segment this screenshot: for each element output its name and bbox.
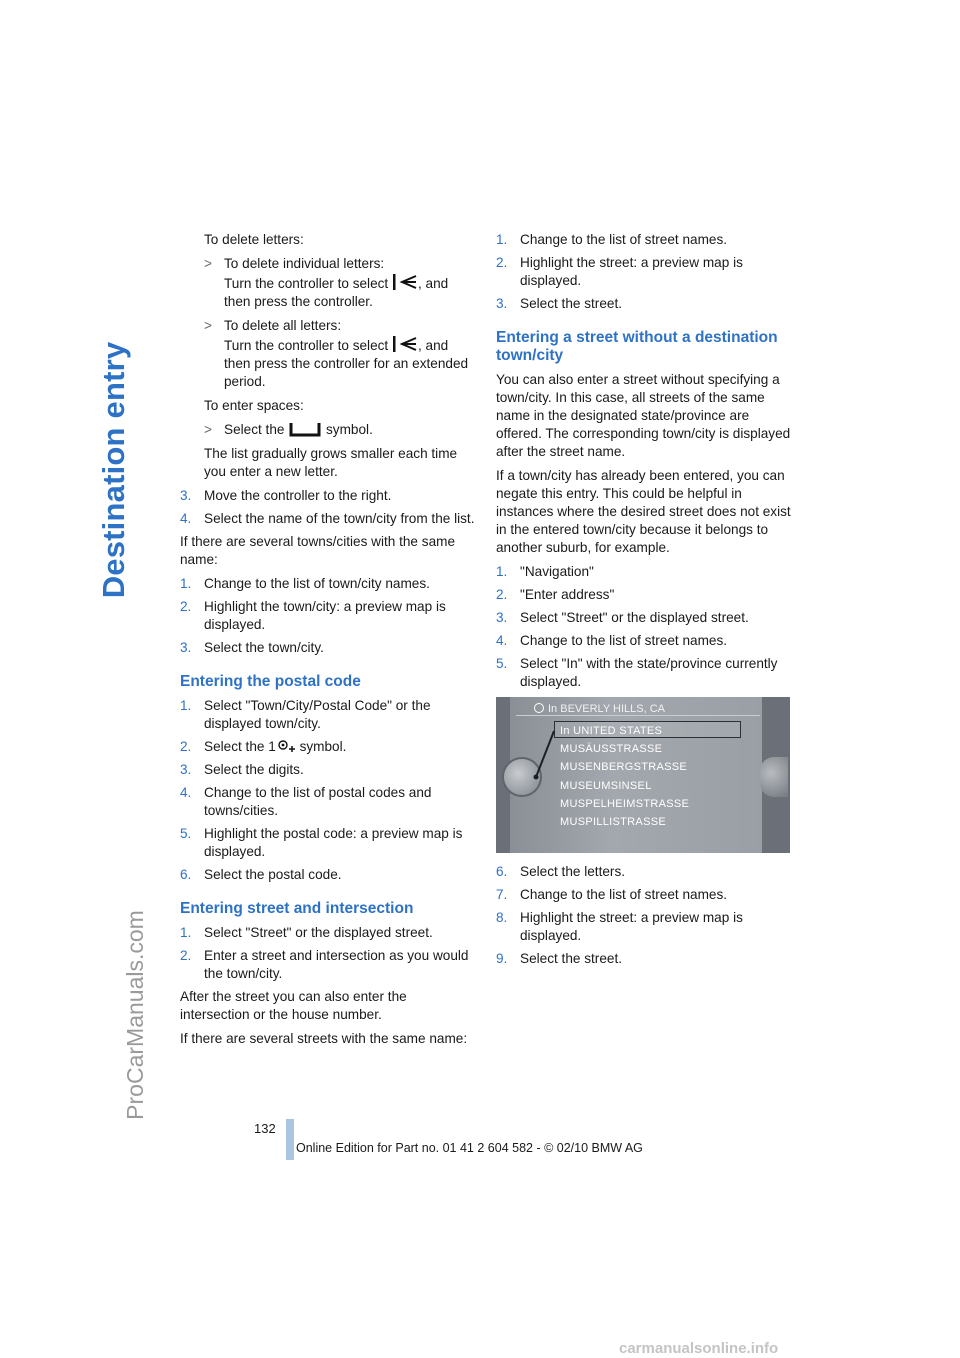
bullet-delete-single: > To delete individual letters: Turn the controller to select , and then press the controller. <box>204 256 449 309</box>
no-dest-paragraph-2: If a town/city has already been entered, you can negate this entry. This could be helpful in instances where the desired street does not exist in the entered town/city because it belongs to another suburb, for example. <box>496 468 791 555</box>
list-item: 5. Select "In" with the state/province currently displayed. <box>496 656 778 689</box>
list-item: 6. Select the postal code. <box>180 867 342 882</box>
screen-list-item: MUSPILLISTRASSE <box>560 816 666 829</box>
backspace-arrow-icon <box>392 273 418 291</box>
list-item: 3. Select the street. <box>496 296 623 311</box>
footer-watermark: carmanualsonline.info <box>619 1340 779 1357</box>
screen-list <box>560 722 689 831</box>
list-item: 9. Select the street. <box>496 951 623 966</box>
page-number: 132 <box>254 1121 276 1136</box>
delete-letters-heading: To delete letters: <box>204 232 304 247</box>
idrive-screen-photo <box>496 697 790 853</box>
no-dest-paragraph-1: You can also enter a street without specifying a town/city. In this case, all streets of the same name in the designated state/province are offered. The corresponding town/city is displayed after the street name. <box>496 372 791 459</box>
list-item: 2. Highlight the town/city: a preview map is displayed. <box>180 599 446 632</box>
list-item: 1. Change to the list of street names. <box>496 232 728 247</box>
screen-list-item: In UNITED STATES <box>560 725 663 737</box>
bullet-delete-all: > To delete all letters: Turn the controller to select , and then press the controller for an extended period. <box>204 318 469 389</box>
space-bar-icon <box>288 421 322 437</box>
screen-header: In BEVERLY HILLS, CA <box>548 703 665 715</box>
list-item: 4. Change to the list of street names. <box>496 633 728 648</box>
screen-list-item: MUSEUMSINSEL <box>560 779 652 792</box>
street-intersection-heading: Entering street and intersection <box>180 900 414 917</box>
right-column <box>496 231 791 973</box>
several-towns-text: If there are several towns/cities with the same name: <box>180 534 456 567</box>
list-item: 2. Select the 1 symbol. <box>180 739 347 754</box>
street-without-town-heading: Entering a street without a destination town/city <box>496 329 778 364</box>
screen-list-item: MUSÄUSSTRASSE <box>560 743 663 756</box>
list-item: 2. "Enter address" <box>496 587 615 602</box>
list-item: 1. Select "Street" or the displayed street. <box>180 925 433 940</box>
screen-list-item: MUSENBERGSTRASSE <box>560 761 688 774</box>
footer-edition: Online Edition for Part no. 01 41 2 604 582 - © 02/10 BMW AG <box>296 1141 643 1155</box>
list-item: 4. Change to the list of postal codes and towns/cities. <box>180 785 432 818</box>
enter-spaces-heading: To enter spaces: <box>204 398 304 413</box>
list-note: The list gradually grows smaller each time you enter a new letter. <box>204 446 458 479</box>
bullet-space: > Select the symbol. <box>204 422 373 437</box>
list-item: 1. "Navigation" <box>496 564 594 579</box>
after-street-text: After the street you can also enter the intersection or the house number. <box>180 989 407 1022</box>
list-item: 6. Select the letters. <box>496 864 626 879</box>
postal-code-symbol-icon <box>276 740 296 754</box>
footer-bar <box>286 1119 294 1160</box>
backspace-arrow-icon <box>392 335 418 353</box>
list-item: 3. Select the town/city. <box>180 640 324 655</box>
list-item: 1. Select "Town/City/Postal Code" or the displayed town/city. <box>180 698 431 731</box>
list-item: 8. Highlight the street: a preview map is displayed. <box>496 910 743 943</box>
list-item: 5. Highlight the postal code: a preview map is displayed. <box>180 826 463 859</box>
left-column <box>180 231 475 1054</box>
list-item: 1. Change to the list of town/city names. <box>180 576 430 591</box>
list-item: 2. Enter a street and intersection as you would the town/city. <box>180 948 469 981</box>
list-item: 4. Select the name of the town/city from the list. <box>180 511 475 526</box>
postal-code-heading: Entering the postal code <box>180 673 361 690</box>
list-item: 3. Move the controller to the right. <box>180 488 392 503</box>
list-item: 3. Select "Street" or the displayed street. <box>496 610 749 625</box>
list-item: 7. Change to the list of street names. <box>496 887 728 902</box>
list-item: 3. Select the digits. <box>180 762 304 777</box>
list-item: 2. Highlight the street: a preview map is displayed. <box>496 255 743 288</box>
several-streets-text: If there are several streets with the same name: <box>180 1031 468 1046</box>
screen-list-item: MUSPELHEIMSTRASSE <box>560 797 690 810</box>
